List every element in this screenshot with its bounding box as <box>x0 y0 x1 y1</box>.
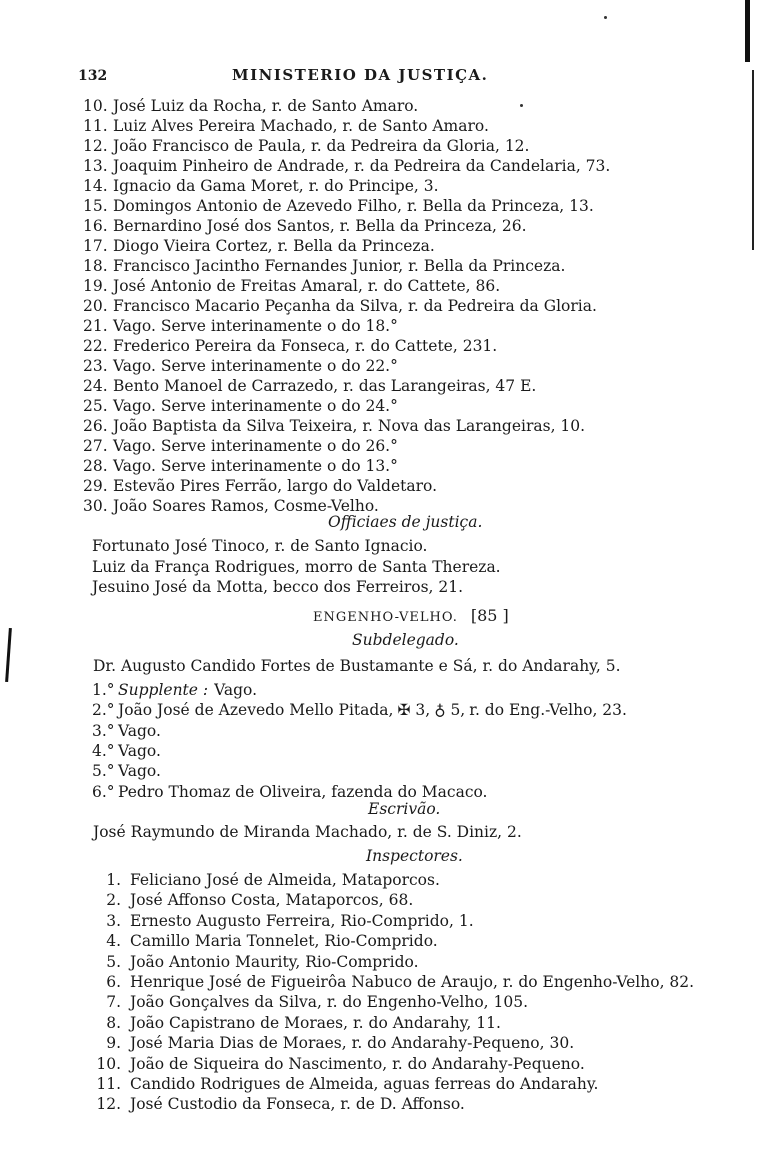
list-item-number: 15. <box>83 197 108 215</box>
inspector-item <box>85 952 419 972</box>
page-header <box>78 66 558 88</box>
list-item <box>83 316 398 336</box>
list-item <box>83 236 435 256</box>
page-number: 132 <box>78 68 108 84</box>
list-item <box>83 136 529 156</box>
list-item-text: Ignacio da Gama Moret, r. do Principe, 3. <box>113 177 439 195</box>
list-item <box>83 116 489 136</box>
inspector-text: João Capistrano de Moraes, r. do Andarahy, 11. <box>130 1013 501 1032</box>
list-item-number: 23. <box>83 357 108 375</box>
list-item <box>83 336 497 356</box>
inspector-number: 2. <box>106 891 121 910</box>
supplente-number: 2.° <box>92 701 115 720</box>
list-item <box>83 156 610 176</box>
supplente-text: Vago. <box>118 762 161 781</box>
list-item-number: 24. <box>83 377 108 395</box>
supplente-item <box>92 761 161 781</box>
list-item-number: 21. <box>83 317 108 335</box>
list-item <box>83 396 398 416</box>
list-item <box>83 176 439 196</box>
inspector-number: 10. <box>96 1054 121 1073</box>
list-item-number: 17. <box>83 237 108 255</box>
scan-margin-mark <box>745 0 750 62</box>
officiaes-item: Fortunato José Tinoco, r. de Santo Ignacio. <box>92 537 428 555</box>
list-item-text: Domingos Antonio de Azevedo Filho, r. Bella da Princeza, 13. <box>113 197 594 215</box>
inspector-text: José Affonso Costa, Mataporcos, 68. <box>130 891 414 910</box>
inspector-number: 6. <box>106 973 121 991</box>
list-item <box>83 216 527 236</box>
section-title-line <box>313 606 509 626</box>
list-item-number: 30. <box>83 497 108 515</box>
supplente-text: Pedro Thomaz de Oliveira, fazenda do Macaco. <box>118 782 488 801</box>
list-item-number: 10. <box>83 97 108 115</box>
supplente-item <box>92 680 257 700</box>
supplente-text: Vago. <box>214 681 258 699</box>
subdelegado-name: Dr. Augusto Candido Fortes de Bustamante e Sá, r. do Andarahy, 5. <box>93 657 621 675</box>
inspector-text: Ernesto Augusto Ferreira, Rio-Comprido, 1. <box>130 911 474 930</box>
inspectores-heading: Inspectores. <box>366 847 463 865</box>
inspector-number: 1. <box>106 871 121 889</box>
list-item-text: Vago. Serve interinamente o do 22.° <box>113 357 398 375</box>
inspector-text: José Maria Dias de Moraes, r. do Andarahy-Pequeno, 30. <box>130 1034 575 1053</box>
supplente-item <box>92 741 161 761</box>
inspector-item <box>85 1054 585 1074</box>
list-item-text: João Francisco de Paula, r. da Pedreira da Gloria, 12. <box>113 137 530 155</box>
list-item <box>83 256 565 276</box>
supplente-item <box>92 700 627 720</box>
supplente-text: Vago. <box>118 741 161 760</box>
list-item-number: 13. <box>83 157 108 175</box>
list-item-text: Bernardino José dos Santos, r. Bella da Princeza, 26. <box>113 217 527 235</box>
list-item-number: 25. <box>83 397 108 415</box>
list-item <box>83 356 398 376</box>
inspector-text: Camillo Maria Tonnelet, Rio-Comprido. <box>130 932 438 951</box>
inspector-text: Henrique José de Figueirôa Nabuco de Araujo, r. do Engenho-Velho, 82. <box>130 973 695 991</box>
section-title: ENGENHO-VELHO. <box>313 610 458 625</box>
inspector-text: João Antonio Maurity, Rio-Comprido. <box>130 952 419 971</box>
list-item-text: Vago. Serve interinamente o do 13.° <box>113 457 398 475</box>
list-item-text: José Luiz da Rocha, r. de Santo Amaro. <box>113 97 419 115</box>
inspector-item <box>85 911 474 931</box>
list-item-text: Vago. Serve interinamente o do 26.° <box>113 437 398 455</box>
list-item <box>83 436 398 456</box>
scan-speck <box>520 104 523 107</box>
page-title: MINISTERIO DA JUSTIÇA. <box>232 66 489 84</box>
list-item <box>83 196 594 216</box>
inspector-number: 11. <box>96 1075 121 1093</box>
inspector-text: João de Siqueira do Nascimento, r. do Andarahy-Pequeno. <box>130 1054 585 1073</box>
list-item-text: Luiz Alves Pereira Machado, r. de Santo Amaro. <box>113 117 489 135</box>
inspector-item <box>85 1094 465 1114</box>
inspector-item <box>85 1074 598 1094</box>
supplente-item <box>92 721 161 741</box>
list-item-number: 16. <box>83 217 108 235</box>
list-item <box>83 376 536 396</box>
list-item-text: Frederico Pereira da Fonseca, r. do Cattete, 231. <box>113 337 498 355</box>
scan-left-mark <box>5 628 12 682</box>
inspector-item <box>85 890 413 910</box>
list-item-text: Francisco Macario Peçanha da Silva, r. da Pedreira da Gloria. <box>113 297 597 315</box>
scan-margin-line <box>752 70 754 250</box>
supplente-number: 6.° <box>92 782 115 801</box>
supplente-text: Vago. <box>118 721 161 740</box>
supplente-number: 5.° <box>92 762 115 781</box>
list-item-number: 20. <box>83 297 108 315</box>
list-item <box>83 276 500 296</box>
scan-speck <box>604 16 607 19</box>
list-item-text: João Baptista da Silva Teixeira, r. Nova das Larangeiras, 10. <box>113 417 586 435</box>
inspector-item <box>85 1013 501 1033</box>
list-item-number: 22. <box>83 337 108 355</box>
inspector-item <box>85 992 528 1012</box>
supplente-label: Supplente : <box>118 681 209 699</box>
officiaes-item: Jesuino José da Motta, becco dos Ferreiros, 21. <box>92 578 464 596</box>
inspector-item <box>85 931 438 951</box>
supplente-address: r. do Eng.-Velho, 23. <box>469 701 627 720</box>
list-item-number: 11. <box>83 117 108 135</box>
list-item-text: Vago. Serve interinamente o do 24.° <box>113 397 398 415</box>
list-item-text: Diogo Vieira Cortez, r. Bella da Princeza. <box>113 237 435 255</box>
supplente-number: 3.° <box>92 721 115 740</box>
officiaes-heading: Officiaes de justiça. <box>328 513 483 531</box>
inspector-item <box>85 972 694 992</box>
inspector-number: 8. <box>106 1013 121 1032</box>
inspector-number: 7. <box>106 993 121 1012</box>
list-item <box>83 96 418 116</box>
list-item-number: 19. <box>83 277 108 295</box>
list-item-number: 29. <box>83 477 108 495</box>
section-ref: [85 ] <box>470 606 509 625</box>
list-item <box>83 456 398 476</box>
inspector-text: Candido Rodrigues de Almeida, aguas ferreas do Andarahy. <box>130 1075 599 1093</box>
inspector-number: 5. <box>106 952 121 971</box>
list-item-text: Francisco Jacintho Fernandes Junior, r. Bella da Princeza. <box>113 257 566 275</box>
supplente-number: 4.° <box>92 741 115 760</box>
inspector-item <box>85 870 440 890</box>
inspector-number: 12. <box>96 1095 121 1114</box>
inspector-text: João Gonçalves da Silva, r. do Engenho-Velho, 105. <box>130 993 529 1012</box>
inspector-number: 9. <box>106 1034 121 1053</box>
list-item-text: João Soares Ramos, Cosme-Velho. <box>113 497 379 515</box>
escrivao-name: José Raymundo de Miranda Machado, r. de S. Diniz, 2. <box>93 823 522 841</box>
inspector-number: 3. <box>106 911 121 930</box>
officiaes-item: Luiz da França Rodrigues, morro de Santa Thereza. <box>92 557 501 576</box>
inspector-text: José Custodio da Fonseca, r. de D. Affonso. <box>130 1095 465 1114</box>
list-item-number: 26. <box>83 417 108 435</box>
order-badge-icon: ✠ 3, <box>397 701 431 720</box>
list-item-number: 14. <box>83 177 108 195</box>
list-item-text: José Antonio de Freitas Amaral, r. do Cattete, 86. <box>113 277 501 295</box>
list-item <box>83 296 597 316</box>
supplente-number: 1.° <box>92 681 115 699</box>
inspector-number: 4. <box>106 932 121 951</box>
list-item-number: 18. <box>83 257 108 275</box>
list-item-number: 27. <box>83 437 108 455</box>
list-item-text: Joaquim Pinheiro de Andrade, r. da Pedreira da Candelaria, 73. <box>113 157 611 175</box>
supplente-text: João José de Azevedo Mello Pitada, <box>118 701 394 720</box>
order-badge-icon: ♁ 5, <box>434 701 466 720</box>
inspector-item <box>85 1033 574 1053</box>
list-item-text: Vago. Serve interinamente o do 18.° <box>113 317 398 335</box>
escrivao-heading: Escrivão. <box>368 800 441 818</box>
list-item <box>83 416 585 436</box>
inspector-text: Feliciano José de Almeida, Mataporcos. <box>130 871 440 889</box>
list-item-number: 12. <box>83 137 108 155</box>
subdelegado-heading: Subdelegado. <box>352 631 459 649</box>
list-item-text: Bento Manoel de Carrazedo, r. das Larangeiras, 47 E. <box>113 377 537 395</box>
list-item-number: 28. <box>83 457 108 475</box>
list-item <box>83 476 437 496</box>
list-item-text: Estevão Pires Ferrão, largo do Valdetaro. <box>113 477 438 495</box>
